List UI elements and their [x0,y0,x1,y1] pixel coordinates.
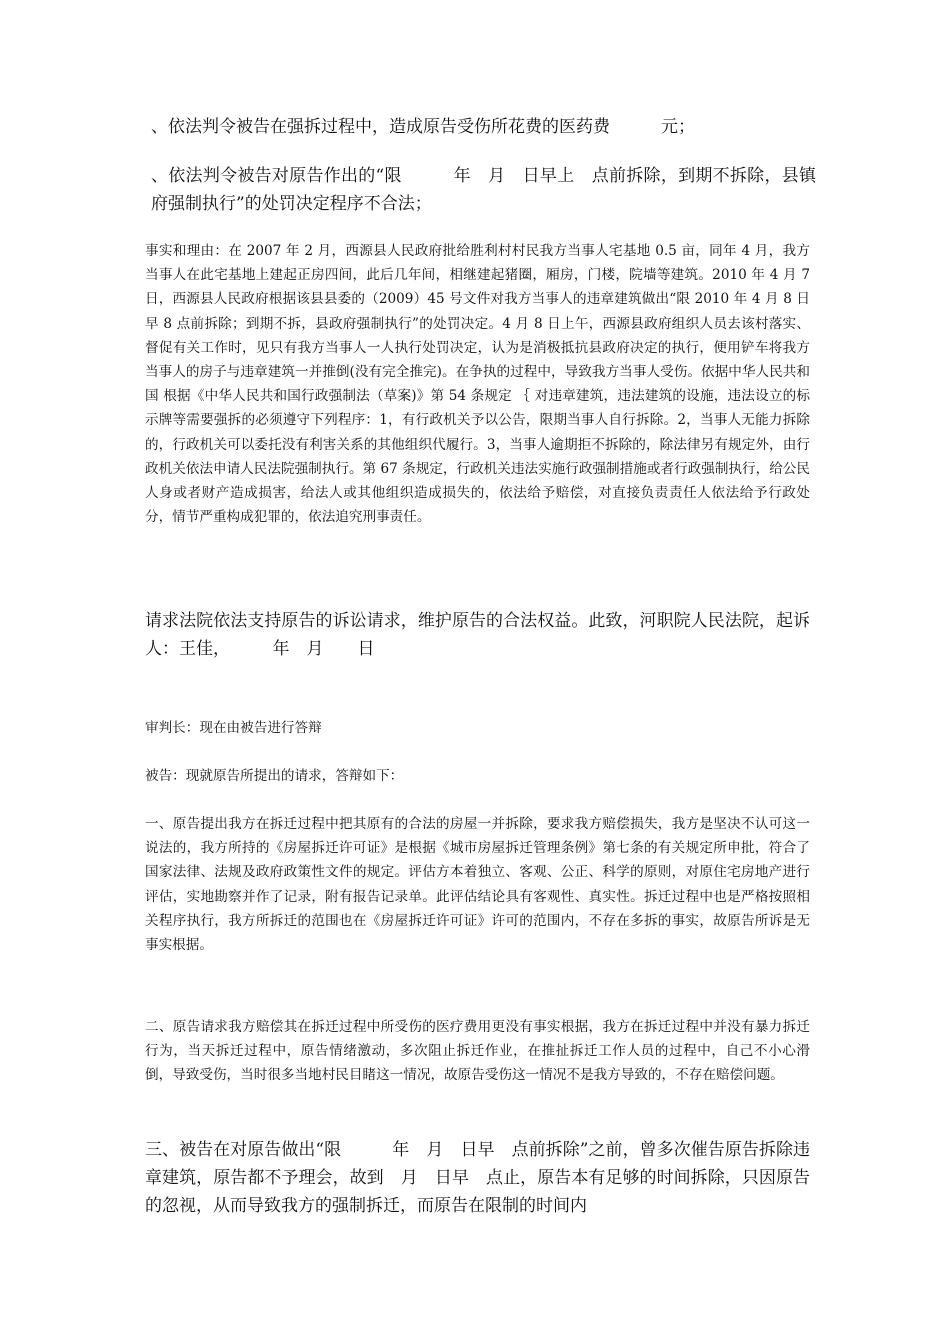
defense-point-two-paragraph: 二、原告请求我方赔偿其在拆迁过程中所受伤的医疗费用更没有事实根据，我方在拆迁过程中并没有暴力拆迁行为，当天拆迁过程中，原告情绪激动，多次阻止拆迁作业，在推扯拆迁工作人员的过程中，自己不小心滑倒，导致受伤，当时很多当地村民目睹这一情况，故原告受伤这一情况不是我方导致的，不存在赔偿问题。 [145,1019,810,1084]
claim-paragraph-demolition-decision: 、依法判令被告对原告作出的“限 年 月 日早上 点前拆除，到期不拆除，县镇府强制执行”的处罚决定程序不合法； [151,166,816,214]
presiding-judge-line: 审判长：现在由被告进行答辩 [145,720,322,736]
defense-point-three-paragraph: 三、被告在对原告做出“限 年 月 日早 点前拆除”之前，曾多次催告原告拆除违章建筑，原告都不予理会，故到 月 日早 点止，原告本有足够的时间拆除，只因原告的忽视，从而导致我方的强制拆迁，而原告在限制的时间内 [145,1140,810,1216]
defendant-intro-line: 被告：现就原告所提出的请求，答辩如下： [145,768,404,784]
facts-and-reasons-paragraph: 事实和理由：在 2007 年 2 月，西源县人民政府批给胜利村村民我方当事人宅基地 0.5 亩，同年 4 月，我方当事人在此宅基地上建起正房四间，此后几年间，相继建起猪圈，厢房，门楼，院墙等建筑。2010 年 4 月 7 日，西源县人民政府根据该县县委的（2009）45 号文件对我方当事人的违章建筑做出“限 2010 年 4 月 8 日早 8 点前拆除；到期不拆，县政府强制执行”的处罚决定。4 月 8 日上午，西源县政府组织人员去该村落实、督促有关工作时，见只有我方当事人一人执行处罚决定，认为是消极抵抗县政府决定的执行，便用铲车将我方当事人的房子与违章建筑一并推倒(没有完全推完)。在争执的过程中，导致我方当事人受伤。依据中华人民共和国 根据《中华人民共和国行政强制法（草案)》第 54 条规定 ｛ 对违章建筑，违法建筑的设施，违法设立的标示牌等需要强拆的必须遵守下列程序：1，有行政机关予以公告，限期当事人自行拆除。2，当事人无能力拆除的，行政机关可以委托没有利害关系的其他组织代履行。3，当事人逾期拒不拆除的，除法律另有规定外，由行政机关依法申请人民法院强制执行。第 67 条规定，行政机关违法实施行政强制措施或者行政强制执行，给公民人身或者财产造成损害，给法人或其他组织造成损失的，依法给予赔偿，对直接负责责任人依法给予行政处分，情节严重构成犯罪的，依法追究刑事责任。 [145,243,815,526]
defense-point-one-paragraph: 一、原告提出我方在拆迁过程中把其原有的合法的房屋一并拆除，要求我方赔偿损失，我方是坚决不认可这一说法的，我方所持的《房屋拆迁许可证》是根据《城市房屋拆迁管理条例》第七条的有关规定所申批，符合了国家法律、法规及政府政策性文件的规定。评估方本着独立、客观、公正、科学的原则，对原住宅房地产进行评估，实地勘察并作了记录，附有报告记录单。此评估结论具有客观性、真实性。拆迁过程中也是严格按照相关程序执行，我方所拆迁的范围也在《房屋拆迁许可证》许可的范围内，不存在多拆的事实，故原告所诉是无事实根据。 [145,816,810,954]
request-paragraph: 请求法院依法支持原告的诉讼请求，维护原告的合法权益。此致，河职院人民法院，起诉人：王佳， 年 月 日 [145,611,810,659]
claim-paragraph-medical-fees: 、依法判令被告在强拆过程中，造成原告受伤所花费的医药费 元； [151,117,695,137]
